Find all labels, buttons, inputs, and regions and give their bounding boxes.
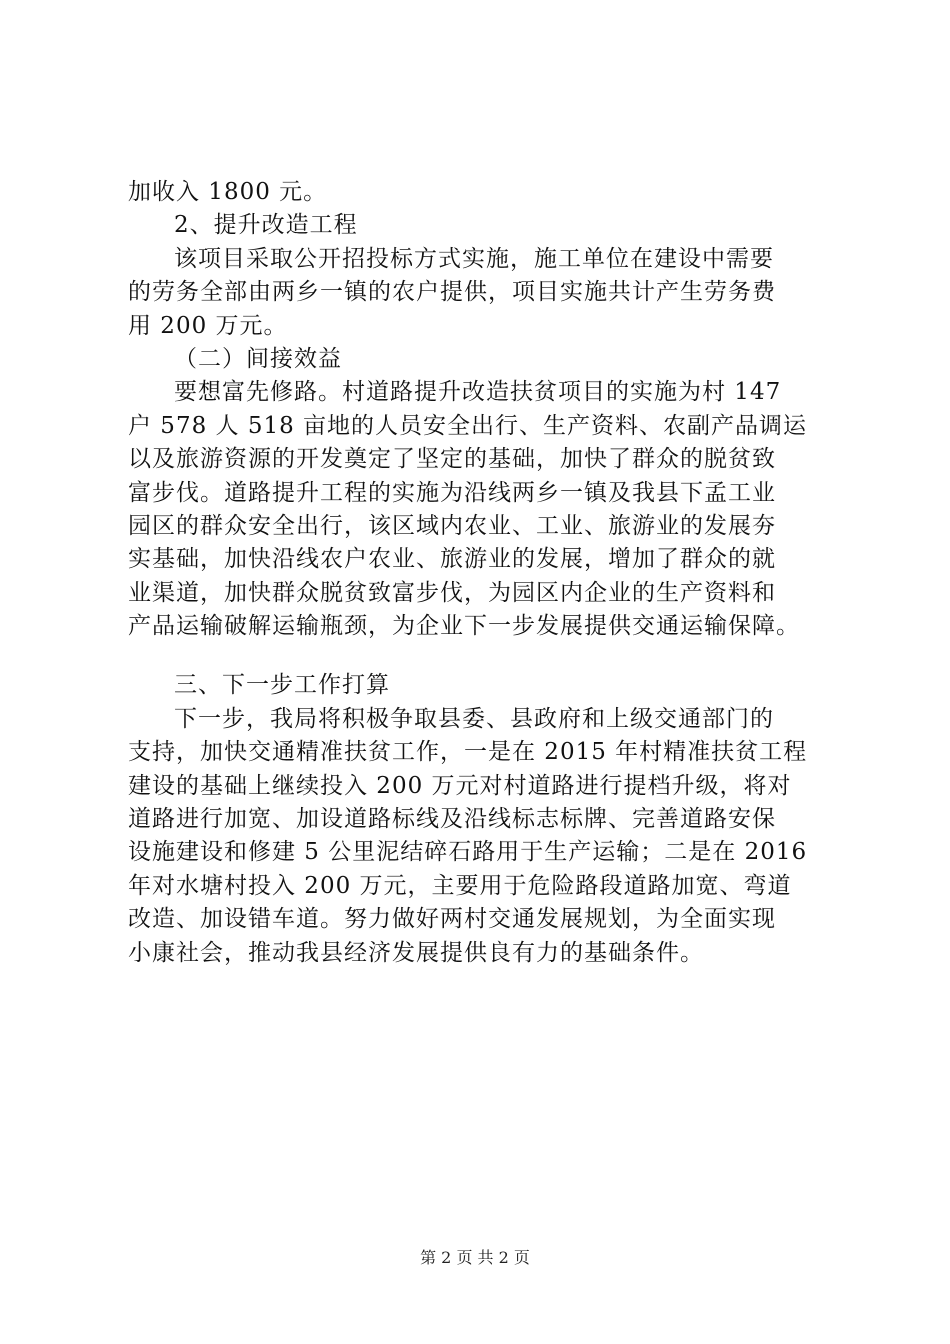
text-line: 户 578 人 518 亩地的人员安全出行、生产资料、农副产品调运 (128, 412, 808, 439)
text-line: 道路进行加宽、加设道路标线及沿线标志标牌、完善道路安保 (128, 806, 776, 833)
text-line: 园区的群众安全出行，该区域内农业、工业、旅游业的发展夯 (128, 512, 776, 539)
text-line: 改造、加设错车道。努力做好两村交通发展规划，为全面实现 (128, 906, 776, 933)
text-line: 富步伐。道路提升工程的实施为沿线两乡一镇及我县下孟工业 (128, 479, 776, 506)
text-line: 用 200 万元。 (128, 312, 288, 339)
text-line: 支持，加快交通精准扶贫工作，一是在 2015 年村精准扶贫工程 (128, 739, 808, 766)
text-line: 要想富先修路。村道路提升改造扶贫项目的实施为村 147 (174, 379, 782, 406)
paragraph-gap (128, 643, 850, 669)
text-line: 设施建设和修建 5 公里泥结碎石路用于生产运输；二是在 2016 (128, 839, 808, 866)
text-line: 的劳务全部由两乡一镇的农户提供，项目实施共计产生劳务费 (128, 279, 776, 306)
text-line: 实基础，加快沿线农户农业、旅游业的发展，增加了群众的就 (128, 546, 776, 573)
text-line: 该项目采取公开招投标方式实施，施工单位在建设中需要 (174, 245, 774, 272)
text-line: 建设的基础上继续投入 200 万元对村道路进行提档升级，将对 (128, 772, 792, 799)
text-line: 小康社会，推动我县经济发展提供良有力的基础条件。 (128, 939, 704, 966)
text-line: 业渠道，加快群众脱贫致富步伐，为园区内企业的生产资料和 (128, 579, 776, 606)
page-number-footer: 第 2 页 共 2 页 (420, 1248, 530, 1267)
text-line: 以及旅游资源的开发奠定了坚定的基础，加快了群众的脱贫致 (128, 446, 776, 473)
text-line: 加收入 1800 元。 (128, 179, 328, 205)
subheading-indirect-benefit: （二）间接效益 (174, 345, 342, 372)
section-heading-next-steps: 三、下一步工作打算 (174, 672, 390, 699)
subheading-labor-project: 2、提升改造工程 (174, 212, 358, 239)
text-line: 下一步，我局将积极争取县委、县政府和上级交通部门的 (174, 705, 774, 732)
text-line: 年对水塘村投入 200 万元，主要用于危险路段道路加宽、弯道 (128, 872, 792, 899)
document-body (128, 176, 850, 970)
text-line: 产品运输破解运输瓶颈，为企业下一步发展提供交通运输保障。 (128, 613, 800, 640)
